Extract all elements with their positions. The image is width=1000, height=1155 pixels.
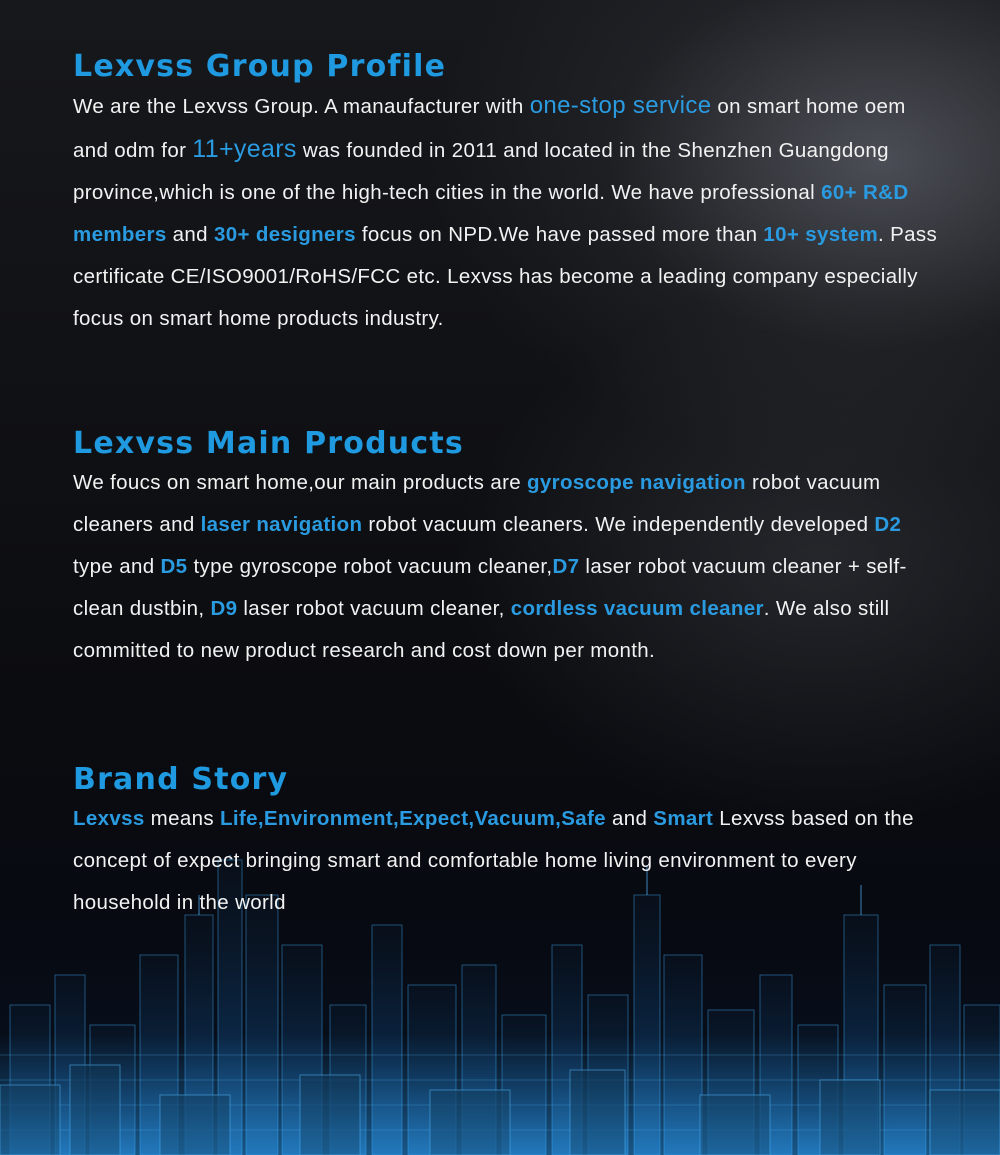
highlight-d7: D7 bbox=[552, 555, 580, 578]
profile-text: We are the Lexvss Group. A manaufacturer with bbox=[73, 95, 530, 118]
brand-text: Lexvss based on the concept of expect bringing smart and comfortable home living environment to every household in the world bbox=[73, 807, 914, 914]
highlight-rd-members: 60+ R&D members bbox=[73, 181, 909, 246]
products-text: type and bbox=[73, 555, 161, 578]
group-profile-paragraph bbox=[73, 85, 943, 340]
main-products-title: Lexvss Main Products bbox=[73, 426, 464, 461]
highlight-designers: 30+ designers bbox=[213, 223, 356, 246]
brand-story-paragraph bbox=[73, 798, 943, 924]
highlight-years: 11+years bbox=[192, 135, 297, 163]
main-products-section bbox=[73, 426, 943, 672]
highlight-acronym-words: Life,Environment,Expect,Vacuum,Safe bbox=[220, 807, 606, 830]
highlight-gyroscope-navigation: gyroscope navigation bbox=[527, 471, 746, 494]
profile-text: on smart home oem and odm for bbox=[73, 95, 906, 162]
main-products-paragraph bbox=[73, 462, 943, 672]
profile-text: focus on NPD.We have passed more than bbox=[355, 223, 764, 246]
brand-text: and bbox=[605, 807, 654, 830]
products-text: . We also still committed to new product research and cost down per month. bbox=[73, 597, 890, 662]
highlight-lexvss: Lexvss bbox=[73, 807, 145, 830]
highlight-smart: Smart bbox=[653, 807, 714, 830]
highlight-d5: D5 bbox=[160, 555, 188, 578]
brand-story-title: Brand Story bbox=[73, 762, 289, 797]
highlight-d2: D2 bbox=[874, 513, 902, 536]
products-text: We foucs on smart home,our main products are bbox=[73, 471, 528, 494]
products-text: robot vacuum cleaners and bbox=[73, 471, 881, 536]
profile-text: and bbox=[166, 223, 214, 246]
highlight-laser-navigation: laser navigation bbox=[200, 513, 363, 536]
profile-text: was founded in 2011 and located in the Shenzhen Guangdong province,which is one of the high-tech cities in the world. We have professional bbox=[73, 139, 889, 204]
products-text: laser robot vacuum cleaner, bbox=[237, 597, 511, 620]
products-text: type gyroscope robot vacuum cleaner, bbox=[187, 555, 553, 578]
products-text: laser robot vacuum cleaner + self-clean dustbin, bbox=[73, 555, 907, 620]
highlight-d9: D9 bbox=[210, 597, 238, 620]
brand-story-section bbox=[73, 762, 943, 924]
highlight-one-stop-service: one-stop service bbox=[529, 92, 712, 119]
highlight-system: 10+ system bbox=[763, 223, 879, 246]
group-profile-title: Lexvss Group Profile bbox=[73, 49, 447, 84]
group-profile-section bbox=[73, 49, 943, 340]
brand-text: means bbox=[144, 807, 221, 830]
profile-text: . Pass certificate CE/ISO9001/RoHS/FCC etc. Lexvss has become a leading company especially focus on smart home products industry. bbox=[73, 223, 938, 330]
highlight-cordless-vacuum: cordless vacuum cleaner bbox=[510, 597, 764, 620]
products-text: robot vacuum cleaners. We independently developed bbox=[362, 513, 875, 536]
